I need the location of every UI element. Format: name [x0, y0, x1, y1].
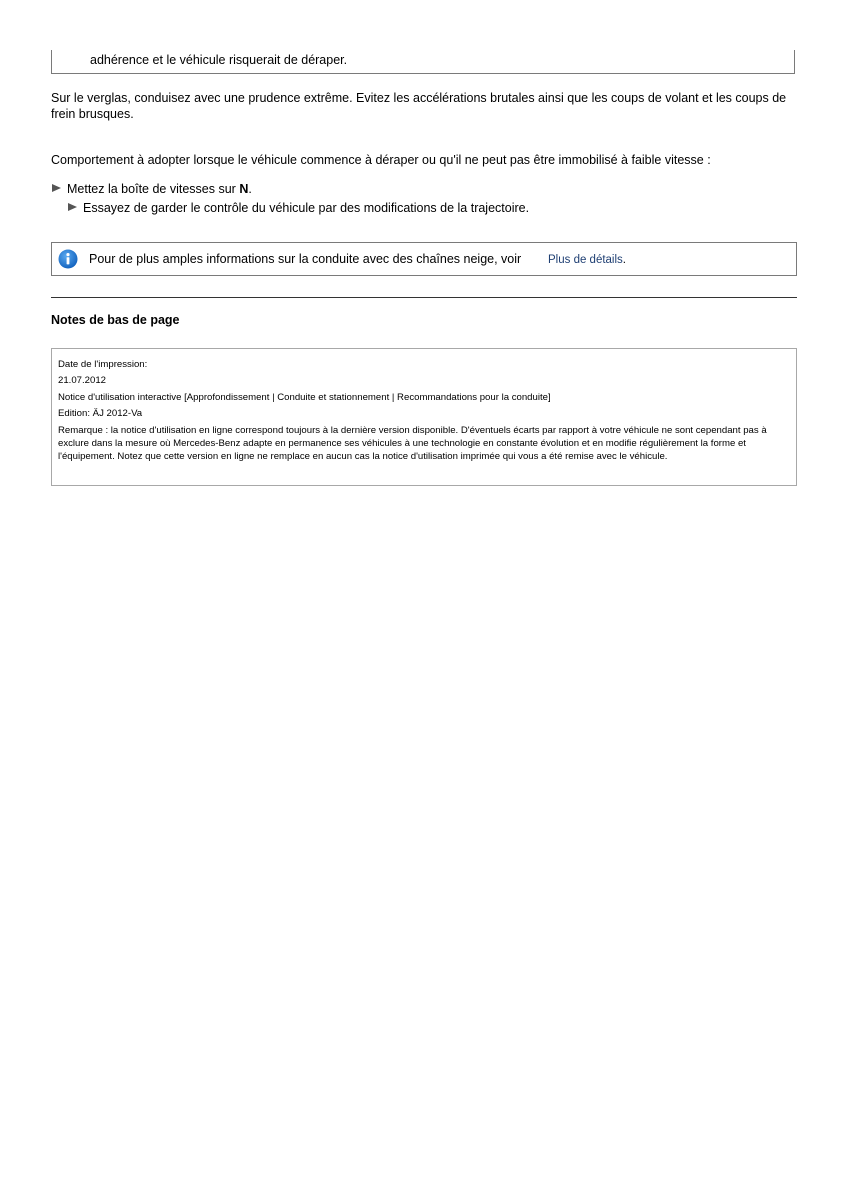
- info-icon: [58, 249, 78, 269]
- footnotes-heading: Notes de bas de page: [51, 313, 180, 327]
- arrow-right-icon: [68, 203, 77, 211]
- more-details-link[interactable]: Plus de détails: [548, 254, 623, 266]
- step-text: Essayez de garder le contrôle du véhicule par des modifications de la trajectoire.: [83, 201, 530, 215]
- link-suffix: .: [622, 254, 626, 266]
- step-item: [52, 181, 252, 197]
- info-note-text: Pour de plus amples informations sur la conduite avec des chaînes neige, voir: [89, 252, 522, 266]
- arrow-right-icon: [52, 184, 61, 192]
- print-date: 21.07.2012: [58, 375, 107, 387]
- edition: Edition: ÄJ 2012-Va: [58, 408, 143, 420]
- comportement-paragraph: Comportement à adopter lorsque le véhicule commence à déraper ou qu'il ne peut pas être immobilisé à faible vitesse :: [51, 153, 711, 167]
- print-date-label: Date de l'impression:: [58, 359, 148, 370]
- footnote-box: [51, 348, 797, 486]
- step-text-end: .: [248, 182, 252, 196]
- verglas-paragraph: Sur le verglas, conduisez avec une prudence extrême. Evitez les accélérations brutales ainsi que les coups de volant et les coups de frein brusques.: [51, 91, 787, 121]
- more-details-link-wrapper: [548, 252, 626, 268]
- step-item: [68, 200, 529, 216]
- info-note-box: [51, 242, 797, 276]
- warning-text: adhérence et le véhicule risquerait de déraper.: [90, 53, 348, 67]
- gear-position: N: [239, 182, 249, 196]
- section-divider: [51, 297, 797, 298]
- manual-path: Notice d'utilisation interactive [Approfondissement | Conduite et stationnement | Recommandations pour la conduite]: [58, 391, 551, 403]
- warning-box-continuation: [51, 50, 795, 74]
- remark-text: Remarque : la notice d'utilisation en ligne correspond toujours à la dernière version disponible. D'éventuels écarts par rapport à votre véhicule ne sont cependant pas à exclure dans la mesure où Mercedes-Benz adapte en permanence ses véhicules à une technologie en constante évolution et en modifie régulièrement la forme et l'équipement. Notez que cette version en ligne ne remplace en aucun cas la notice d'utilisation imprimée qui vous a été remise avec le véhicule.: [58, 424, 767, 463]
- step-text: Mettez la boîte de vitesses sur: [67, 182, 240, 196]
